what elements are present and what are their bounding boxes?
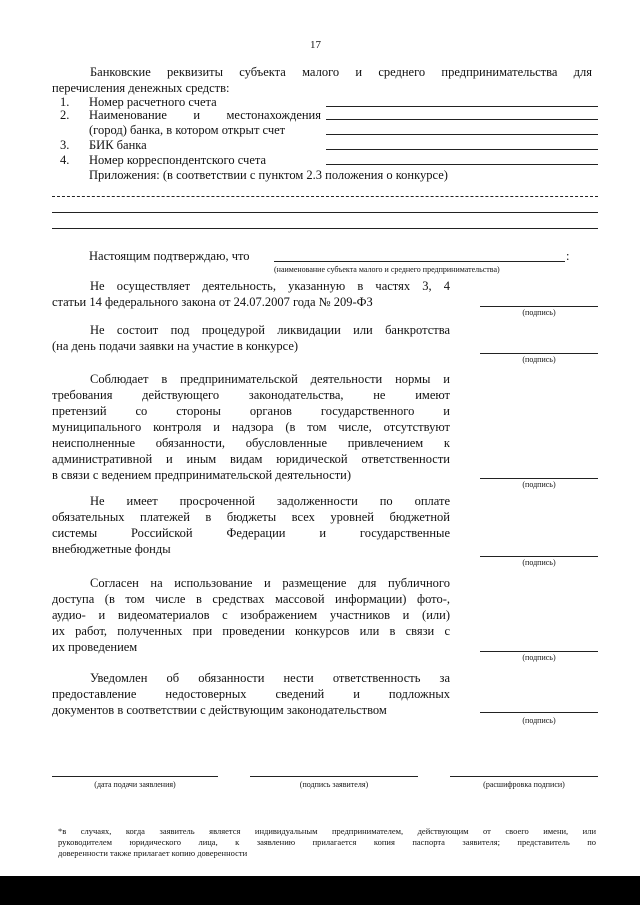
statement-2-signature-line[interactable] (480, 353, 598, 354)
attachments-line-1[interactable] (52, 196, 598, 197)
statement-2: Не состоит под процедурой ликвидации или банкротства (на день подачи заявки на участие в конкурсе) (52, 323, 450, 353)
bank-item-1-line[interactable] (326, 106, 598, 107)
applicant-signature-line[interactable] (250, 776, 418, 777)
statement-6-signature-line[interactable] (480, 712, 598, 713)
entity-name-caption: (наименование субъекта малого и среднего предпринимательства) (274, 265, 500, 274)
entity-name-line[interactable] (274, 261, 565, 262)
attachments-label: Приложения: (в соответствии с пунктом 2.3 положения о конкурсе) (89, 168, 448, 182)
signature-decoding-line[interactable] (450, 776, 598, 777)
confirm-text: Настоящим подтверждаю, что (89, 249, 250, 263)
scan-bottom-edge (0, 876, 640, 905)
bank-item-4-line[interactable] (326, 164, 598, 165)
statement-1-signature-line[interactable] (480, 306, 598, 307)
statement-3: Соблюдает в предпринимательской деятельности нормы и требования действующего законодательства, не имеют претензий со стороны органов государственного и муниципального контроля и надзора (в том числе, отсутствуют неисполненные обязанности, обусловленные привлечением к административной и иным видам юридической ответственности в связи с ведением предпринимательской деятельности) (52, 372, 450, 482)
statement-2-signature-label: (подпись) (522, 355, 556, 364)
bank-item-4-num: 4. (60, 153, 70, 167)
statement-5-signature-line[interactable] (480, 651, 598, 652)
statement-4: Не имеет просроченной задолженности по оплате обязательных платежей в бюджеты всех уровней бюджетной системы Российской Федерации и государственные внебюджетные фонды (52, 494, 450, 556)
bank-item-1-num: 1. (60, 95, 70, 109)
bank-item-3-line[interactable] (326, 149, 598, 150)
application-date-label: (дата подачи заявления) (94, 780, 176, 789)
confirm-colon: : (566, 249, 570, 263)
signature-decoding-label: (расшифровка подписи) (483, 780, 565, 789)
applicant-signature-label: (подпись заявителя) (299, 780, 369, 789)
bank-item-2-line-2[interactable] (326, 134, 598, 135)
application-date-line[interactable] (52, 776, 218, 777)
bank-item-2-num: 2. (60, 108, 70, 122)
footnote: *в случаях, когда заявитель является индивидуальным предпринимателем, действующим от своего имени, или руководителем юридического лица, к заявлению прилагается копия паспорта заявителя; представитель по доверенности также прилагает копию доверенности (58, 826, 596, 858)
attachments-line-3[interactable] (52, 228, 598, 229)
bank-item-4-label: Номер корреспондентского счета (89, 153, 267, 167)
bank-item-2-label: Наименование и местонахождения (89, 108, 321, 122)
statement-3-signature-label: (подпись) (522, 480, 556, 489)
statement-3-signature-line[interactable] (480, 478, 598, 479)
bank-item-1-label: Номер расчетного счета (89, 95, 217, 109)
bank-item-2-label2: (город) банка, в котором открыт счет (89, 123, 286, 137)
bank-item-2-line-1[interactable] (326, 119, 598, 120)
bank-item-3-label: БИК банка (89, 138, 147, 152)
bank-item-3-num: 3. (60, 138, 70, 152)
bank-details-intro: Банковские реквизиты субъекта малого и среднего предпринимательства для перечисления денежных средств: (52, 65, 592, 95)
statement-4-signature-label: (подпись) (522, 558, 556, 567)
statement-1-signature-label: (подпись) (522, 308, 556, 317)
attachments-line-2[interactable] (52, 212, 598, 213)
page-number: 17 (310, 39, 321, 51)
statement-6: Уведомлен об обязанности нести ответственность за предоставление недостоверных сведений и подложных документов в соответствии с действующим законодательством (52, 671, 450, 717)
statement-1: Не осуществляет деятельность, указанную в частях 3, 4 статьи 14 федерального закона от 24.07.2007 года № 209-ФЗ (52, 279, 450, 309)
statement-4-signature-line[interactable] (480, 556, 598, 557)
statement-5: Согласен на использование и размещение для публичного доступа (в том числе в средствах массовой информации) фото-, аудио- и видеоматериалов с изображением участников и (или) их работ, полученных при проведении конкурсов или в связи с их проведением (52, 576, 450, 654)
statement-6-signature-label: (подпись) (522, 716, 556, 725)
statement-5-signature-label: (подпись) (522, 653, 556, 662)
